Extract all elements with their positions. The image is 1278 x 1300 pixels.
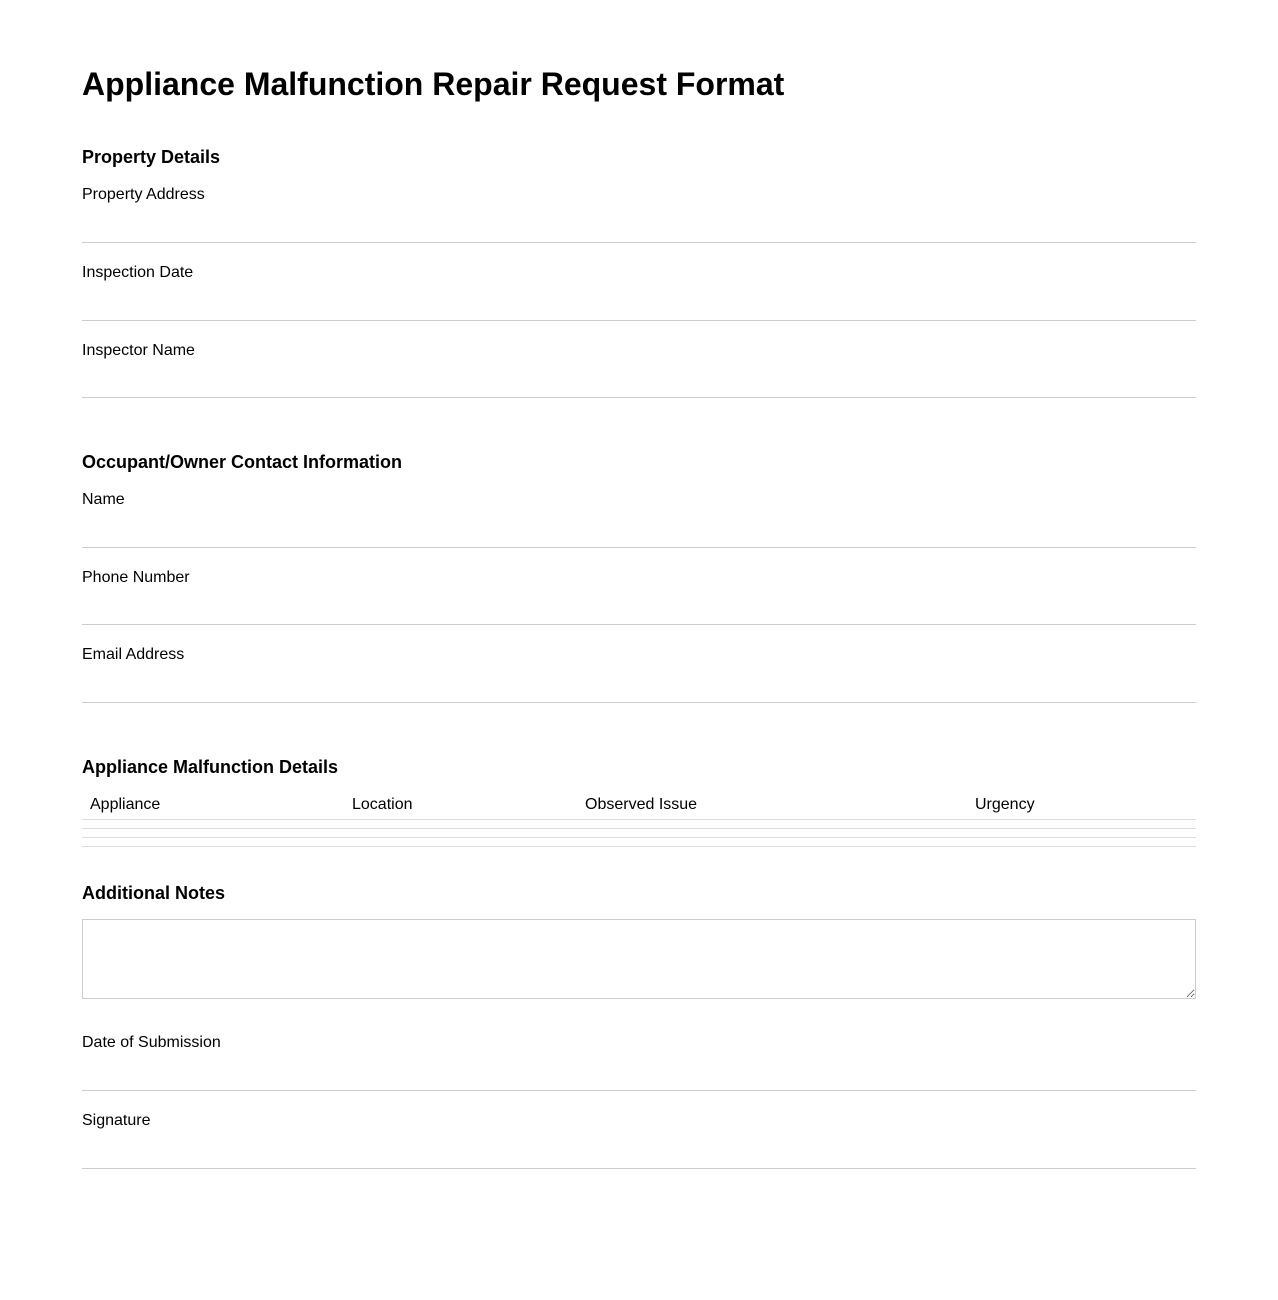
signature-input[interactable] <box>82 1138 1196 1169</box>
email-address-label: Email Address <box>82 646 185 663</box>
inspector-name-input[interactable] <box>82 367 1196 398</box>
date-of-submission-label: Date of Submission <box>82 1034 221 1051</box>
section-heading-malfunction: Appliance Malfunction Details <box>82 757 339 777</box>
table-row[interactable] <box>82 846 1196 847</box>
column-header-appliance: Appliance <box>90 796 161 813</box>
property-address-label: Property Address <box>82 186 205 203</box>
additional-notes-textarea[interactable] <box>82 919 1196 999</box>
inspection-date-label: Inspection Date <box>82 264 194 281</box>
phone-number-label: Phone Number <box>82 569 190 586</box>
section-heading-notes: Additional Notes <box>82 883 225 903</box>
name-label: Name <box>82 491 125 508</box>
table-row[interactable] <box>82 828 1196 829</box>
table-row[interactable] <box>82 837 1196 838</box>
table-header-divider <box>82 819 1196 820</box>
name-input[interactable] <box>82 517 1196 548</box>
column-header-urgency: Urgency <box>975 796 1035 813</box>
page-title: Appliance Malfunction Repair Request Format <box>82 66 785 102</box>
email-address-input[interactable] <box>82 672 1196 703</box>
property-address-input[interactable] <box>82 212 1196 243</box>
inspector-name-label: Inspector Name <box>82 342 195 359</box>
phone-number-input[interactable] <box>82 594 1196 625</box>
signature-label: Signature <box>82 1112 151 1129</box>
column-header-location: Location <box>352 796 413 813</box>
inspection-date-input[interactable] <box>82 290 1196 321</box>
date-of-submission-input[interactable] <box>82 1060 1196 1091</box>
section-heading-property: Property Details <box>82 147 221 167</box>
column-header-observed-issue: Observed Issue <box>585 796 698 813</box>
section-heading-contact: Occupant/Owner Contact Information <box>82 452 403 472</box>
